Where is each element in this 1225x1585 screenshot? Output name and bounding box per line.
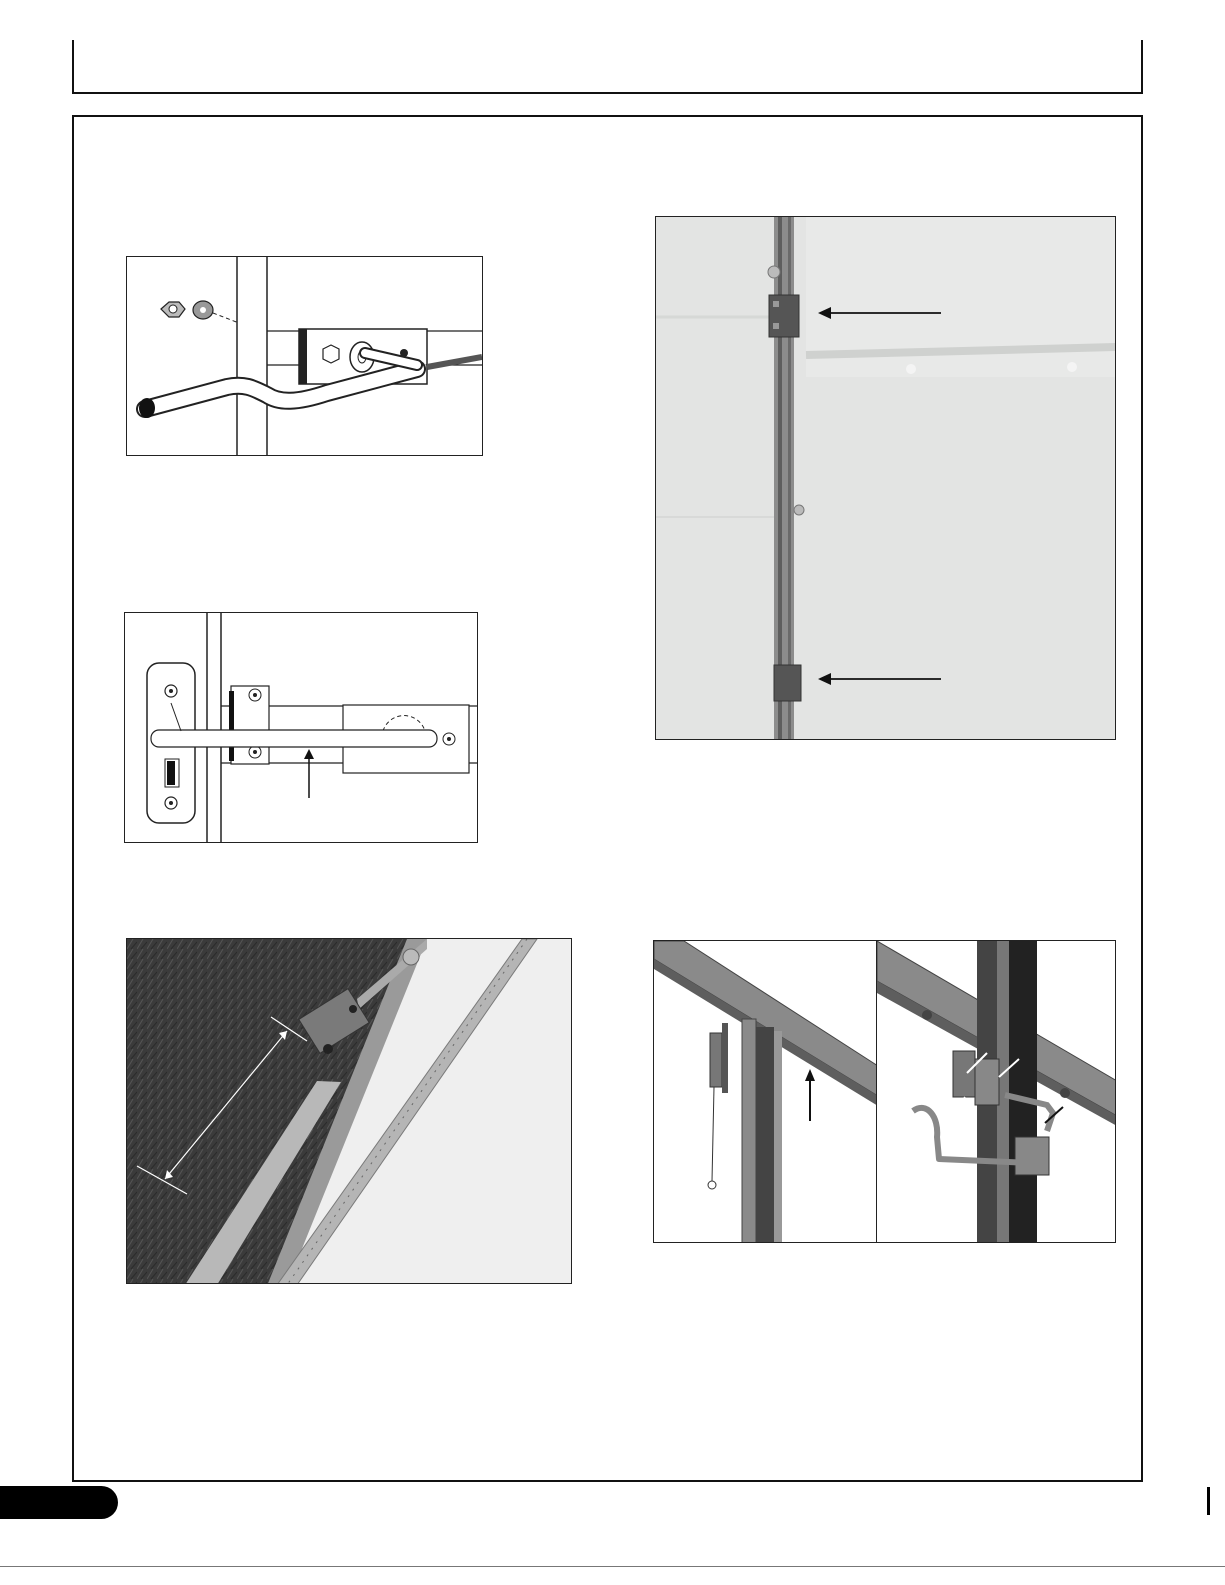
latch-plate-diagram — [124, 612, 478, 843]
door-closer-render — [653, 940, 877, 1243]
hinge-lower — [774, 665, 801, 701]
bottom-rule — [0, 1566, 1225, 1567]
page-tab-label — [0, 1494, 20, 1511]
latch-mount-render — [876, 940, 1116, 1243]
door-photo-top-view — [655, 216, 1116, 740]
latch-handle-bolt-diagram — [126, 256, 483, 456]
page-number-tab — [0, 1486, 118, 1519]
hex-bolt-icon — [323, 345, 339, 363]
edge-mark — [1207, 1487, 1210, 1515]
hinge-measure-photo — [126, 938, 572, 1284]
header-box — [72, 40, 1143, 94]
